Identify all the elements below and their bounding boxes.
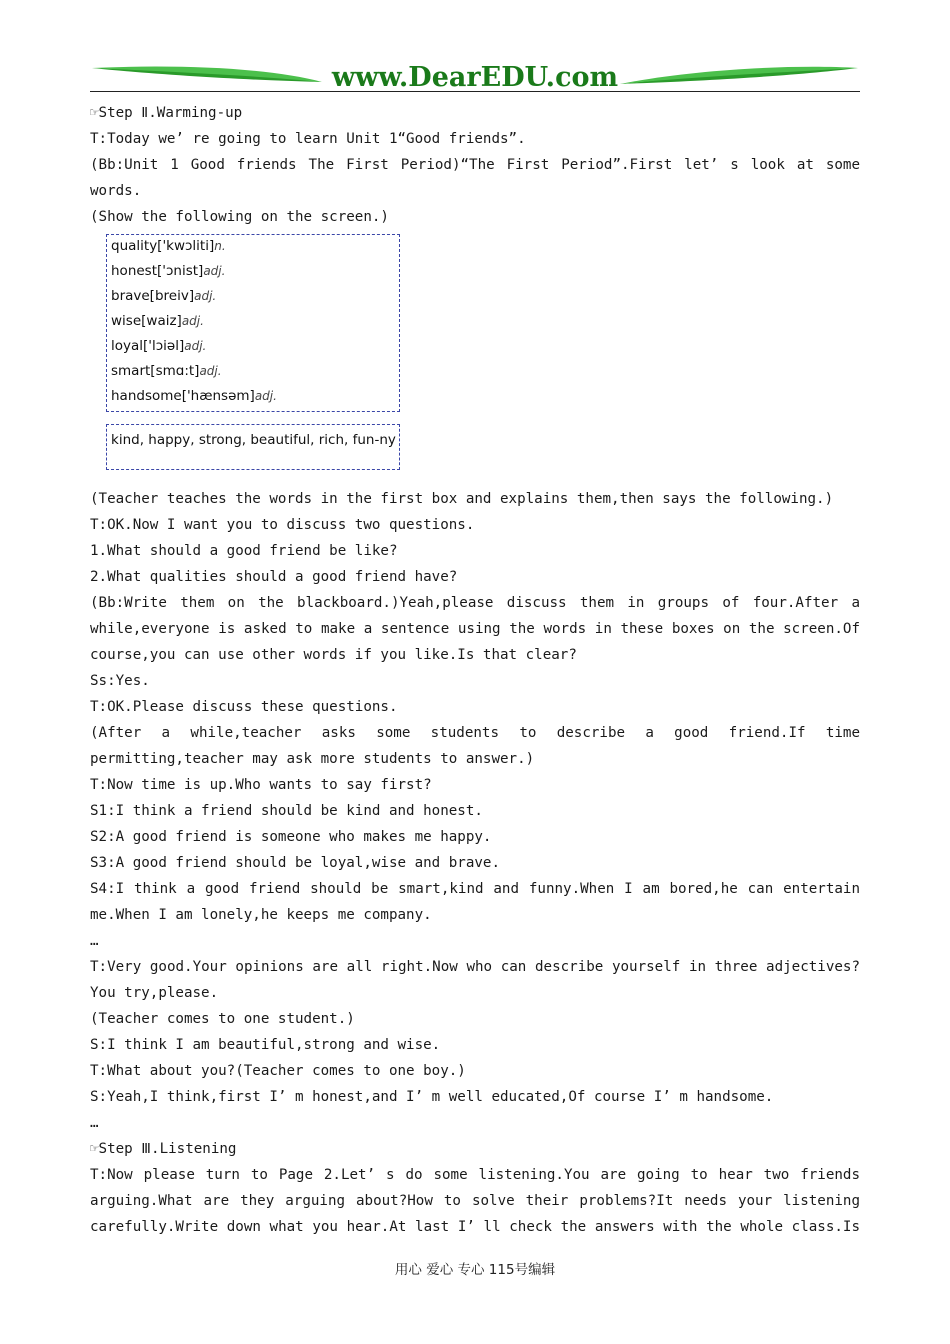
- text-line: T:Very good.Your opinions are all right.Now who can describe yourself in three adjectives?: [90, 959, 860, 975]
- text-line: while,everyone is asked to make a sentence using the words in these boxes on the screen.Of: [90, 621, 860, 637]
- text-line: words.: [90, 183, 142, 199]
- text-line: S4:I think a good friend should be smart,kind and funny.When I am bored,he can entertain: [90, 881, 860, 897]
- text-line: Ss:Yes.: [90, 673, 150, 689]
- part-of-speech: adj.: [203, 264, 226, 278]
- text-line: ☞Step Ⅲ.Listening: [90, 1141, 237, 1157]
- part-of-speech: adj.: [254, 389, 277, 403]
- text-line: course,you can use other words if you like.Is that clear?: [90, 647, 577, 663]
- part-of-speech: adj.: [184, 339, 207, 353]
- vocabulary-box: [106, 234, 400, 412]
- vocabulary-word: [111, 388, 277, 404]
- text-line: (Teacher teaches the words in the first box and explains them,then says the following.): [90, 491, 834, 507]
- site-logo-text[interactable]: www.DearEDU.com: [331, 62, 619, 93]
- text-line: permitting,teacher may ask more students to answer.): [90, 751, 535, 767]
- text-line: 1.What should a good friend be like?: [90, 543, 398, 559]
- text-line: S:Yeah,I think,first I’ m honest,and I’ m well educated,Of course I’ m handsome.: [90, 1089, 774, 1105]
- text-line: You try,please.: [90, 985, 219, 1001]
- document-body: [90, 100, 860, 1240]
- word-text: wise[waiz]: [111, 313, 182, 329]
- vocabulary-word: [111, 338, 206, 354]
- intro-section: [90, 100, 860, 230]
- text-line: …: [90, 1115, 99, 1131]
- main-section: [90, 486, 860, 1240]
- part-of-speech: n.: [214, 239, 226, 253]
- word-text: loyal['lɔiəl]: [111, 338, 185, 354]
- word-text: handsome['hænsəm]: [111, 388, 255, 404]
- part-of-speech: adj.: [199, 364, 222, 378]
- vocabulary-word: [111, 263, 225, 279]
- header-rule: [90, 91, 860, 92]
- text-line: T:What about you?(Teacher comes to one boy.): [90, 1063, 466, 1079]
- text-line: S:I think I am beautiful,strong and wise.: [90, 1037, 441, 1053]
- vocabulary-figure: [90, 234, 410, 478]
- adjectives-list: kind, happy, strong, beautiful, rich, fun-ny: [111, 432, 396, 448]
- text-line: arguing.What are they arguing about?How to solve their problems?It needs your listening: [90, 1193, 860, 1209]
- text-line: (Bb:Write them on the blackboard.)Yeah,please discuss them in groups of four.After a: [90, 595, 860, 611]
- adjectives-box: [106, 424, 400, 470]
- text-line: (Bb:Unit 1 Good friends The First Period)“The First Period”.First let’ s look at some: [90, 157, 860, 173]
- part-of-speech: adj.: [181, 314, 204, 328]
- text-line: carefully.Write down what you hear.At last I’ ll check the answers with the whole class.Is: [90, 1219, 860, 1235]
- word-text: brave[breiv]: [111, 288, 195, 304]
- vocabulary-word: [111, 363, 222, 379]
- word-text: smart[smɑ:t]: [111, 363, 200, 379]
- text-line: me.When I am lonely,he keeps me company.: [90, 907, 432, 923]
- text-line: (Show the following on the screen.): [90, 209, 389, 225]
- text-line: ☞Step Ⅱ.Warming-up: [90, 105, 243, 121]
- text-line: T:Now please turn to Page 2.Let’ s do some listening.You are going to hear two friends: [90, 1167, 860, 1183]
- text-line: 2.What qualities should a good friend have?: [90, 569, 458, 585]
- page-footer: 用心 爱心 专心 115号编辑: [394, 1262, 556, 1278]
- text-line: (Teacher comes to one student.): [90, 1011, 355, 1027]
- text-line: (After a while,teacher asks some students to describe a good friend.If time: [90, 725, 860, 741]
- text-line: T:Today we’ re going to learn Unit 1“Good friends”.: [90, 131, 526, 147]
- word-text: quality['kwɔliti]: [111, 238, 215, 254]
- text-line: T:OK.Now I want you to discuss two questions.: [90, 517, 475, 533]
- text-line: S1:I think a friend should be kind and honest.: [90, 803, 483, 819]
- site-header: [90, 58, 860, 94]
- text-line: …: [90, 933, 99, 949]
- text-line: T:Now time is up.Who wants to say first?: [90, 777, 432, 793]
- text-line: T:OK.Please discuss these questions.: [90, 699, 398, 715]
- vocabulary-word: [111, 238, 226, 254]
- text-line: S2:A good friend is someone who makes me happy.: [90, 829, 492, 845]
- part-of-speech: adj.: [194, 289, 217, 303]
- vocabulary-word: [111, 313, 204, 329]
- word-text: honest['ɔnist]: [111, 263, 204, 279]
- text-line: S3:A good friend should be loyal,wise and brave.: [90, 855, 500, 871]
- vocabulary-word: [111, 288, 216, 304]
